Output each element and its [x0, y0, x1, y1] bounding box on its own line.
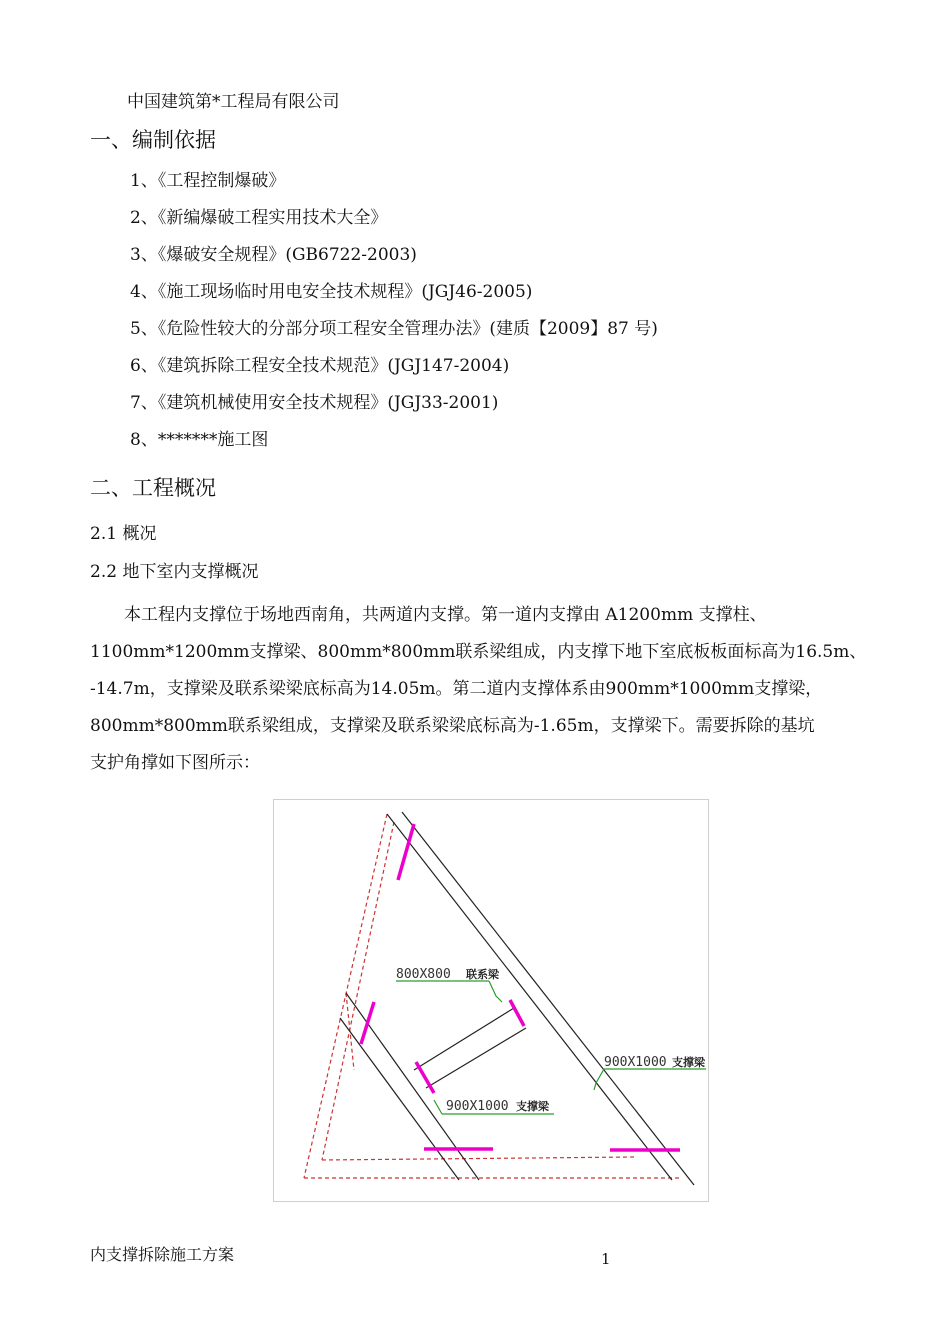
reference-item-4: 4、《施工现场临时用电安全技术规程》(JGJ46-2005): [130, 282, 533, 302]
reference-item-5: 5、《危险性较大的分部分项工程安全管理办法》(建质【2009】87 号): [130, 319, 658, 339]
paragraph-line-1: 本工程内支撑位于场地西南角，共两道内支撑。第一道内支撑由 A1200mm 支撑柱、: [124, 605, 767, 625]
subsection-2-2: 2.2 地下室内支撑概况: [90, 562, 259, 582]
footer-title: 内支撑拆除施工方案: [90, 1245, 235, 1264]
reference-item-6: 6、《建筑拆除工程安全技术规范》(JGJ147-2004): [130, 356, 510, 376]
pit-boundary: [304, 814, 679, 1178]
reference-item-1: 1、《工程控制爆破》: [130, 171, 286, 191]
overview-paragraph: [90, 597, 870, 782]
company-header: 中国建筑第*工程局有限公司: [127, 92, 340, 112]
paragraph-line-3: -14.7m，支撑梁及联系梁梁底标高为14.05m。第二道内支撑体系由900mm*1000mm支撑梁，: [90, 679, 823, 699]
tie-beam: [414, 1008, 526, 1088]
reference-item-3: 3、《爆破安全规程》(GB6722-2003): [130, 245, 417, 265]
inner-brace-name-label: 支撑梁: [516, 1100, 549, 1113]
inner-brace-beam: [340, 993, 479, 1180]
reference-item-2: 2、《新编爆破工程实用技术大全》: [130, 208, 388, 228]
paragraph-line-5: 支护角撑如下图所示：: [90, 753, 260, 773]
paragraph-line-2: 1100mm*1200mm支撑梁、800mm*800mm联系梁组成，内支撑下地下室底板板面标高为16.5m、: [90, 642, 867, 662]
section2-title: 二、工程概况: [90, 476, 216, 500]
reference-item-7: 7、《建筑机械使用安全技术规程》(JGJ33-2001): [130, 393, 499, 413]
main-brace-beam: [387, 812, 694, 1185]
subsection-2-1: 2.1 概况: [90, 524, 157, 544]
page-number: 1: [601, 1250, 611, 1268]
reference-item-8: 8、*******施工图: [130, 430, 269, 450]
tie-beam-size-label: 800X800: [396, 967, 451, 982]
corner-brace-drawing: [273, 799, 709, 1202]
main-brace-name-label: 支撑梁: [672, 1056, 705, 1069]
paragraph-line-4: 800mm*800mm联系梁组成，支撑梁及联系梁梁底标高为-1.65m，支撑梁下。需要拆除的基坑: [90, 716, 815, 736]
tie-beam-name-label: 联系梁: [466, 968, 499, 981]
brace-drawing-svg: [274, 800, 708, 1201]
inner-brace-size-label: 900X1000: [446, 1099, 509, 1114]
leader-lines: [396, 981, 706, 1114]
section1-title: 一、编制依据: [90, 128, 216, 152]
main-brace-size-label: 900X1000: [604, 1055, 667, 1070]
